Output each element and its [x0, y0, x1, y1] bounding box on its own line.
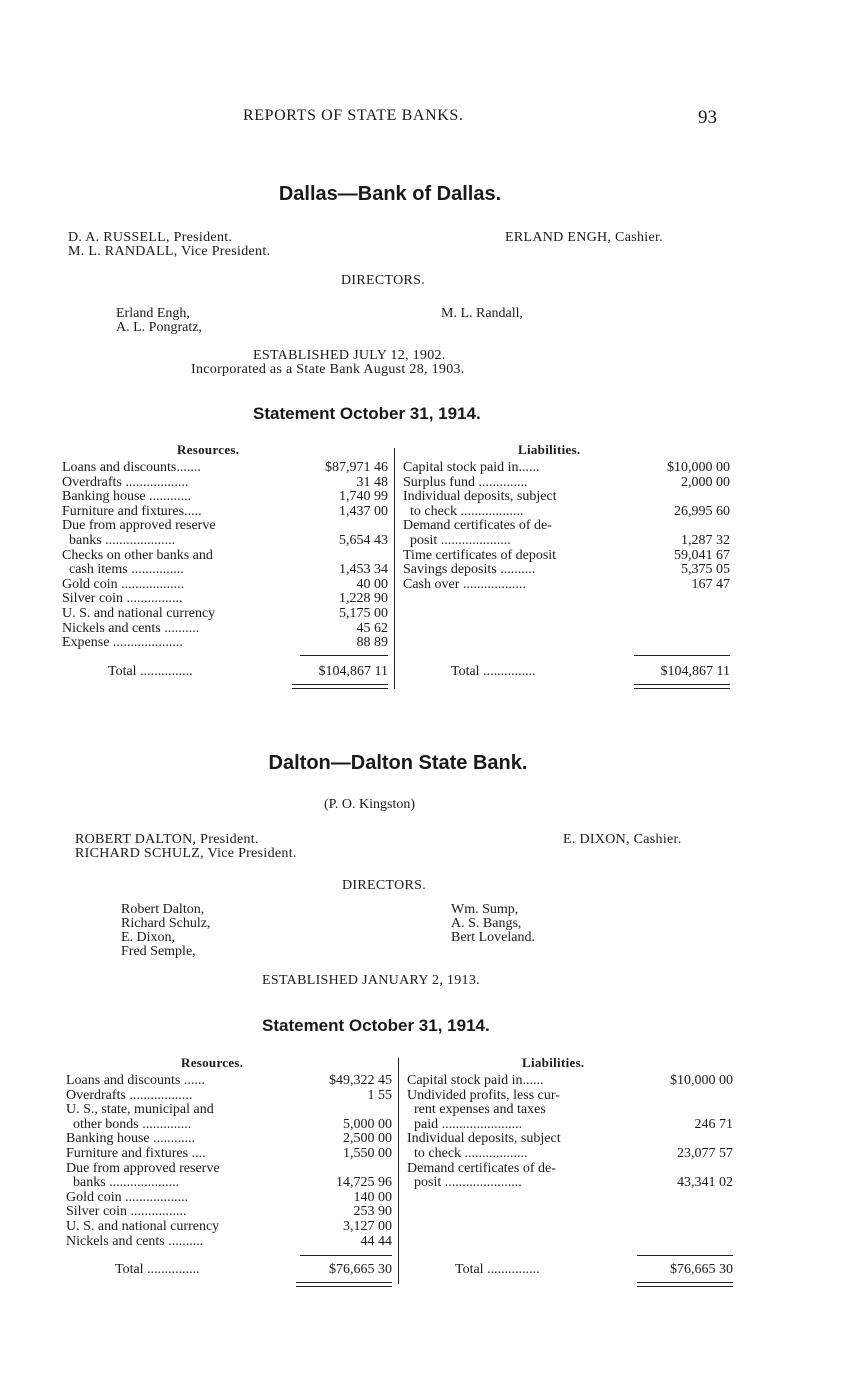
page-number: 93	[698, 107, 717, 128]
liabilities-total-row	[455, 1262, 733, 1277]
ledger-row	[66, 1073, 392, 1088]
total-double-rule	[296, 1286, 392, 1287]
ledger-row	[403, 562, 730, 577]
ledger-row	[403, 577, 730, 592]
ledger-row	[62, 606, 388, 621]
directors-heading: DIRECTORS.	[342, 878, 427, 893]
total-double-rule	[634, 684, 730, 685]
total-rule	[634, 655, 730, 656]
ledger-row	[403, 489, 730, 504]
row-label: Loans and discounts ......	[66, 1073, 205, 1088]
row-label: Silver coin ................	[62, 591, 183, 607]
row-amount: 5,175 00	[339, 606, 388, 621]
total-label: Total ...............	[451, 664, 536, 679]
director: Wm. Sump,	[451, 902, 519, 917]
row-amount: 88 89	[356, 635, 388, 651]
director: E. Dixon,	[121, 930, 176, 945]
total-rule	[300, 1255, 392, 1256]
row-label: posit ....................	[403, 533, 511, 548]
established-date: ESTABLISHED JULY 12, 1902.	[253, 348, 446, 363]
row-label: U. S. and national currency	[66, 1219, 220, 1234]
row-label: Surplus fund ..............	[403, 474, 528, 490]
ledger-row	[66, 1175, 392, 1190]
total-amount: $76,665 30	[329, 1262, 392, 1277]
row-label: Furniture and fixtures.....	[62, 503, 202, 519]
row-amount: 2,500 00	[343, 1131, 392, 1147]
ledger-row	[407, 1175, 733, 1190]
row-amount: $10,000 00	[667, 460, 730, 475]
row-label: other bonds ..............	[66, 1116, 192, 1132]
row-amount: 5,375 05	[681, 562, 730, 578]
row-amount: $49,322 45	[329, 1073, 392, 1088]
row-label: Cash over ..................	[403, 576, 526, 592]
resources-total-row	[108, 664, 388, 679]
row-label: U. S., state, municipal and	[66, 1102, 214, 1118]
row-amount: 140 00	[353, 1189, 392, 1205]
row-amount: 246 71	[694, 1116, 733, 1132]
row-amount: $10,000 00	[670, 1073, 733, 1088]
ledger-row	[403, 504, 730, 519]
total-amount: $76,665 30	[670, 1262, 733, 1277]
director: A. S. Bangs,	[451, 916, 522, 931]
resources-heading: Resources.	[177, 442, 240, 457]
ledger-row	[403, 460, 730, 475]
incorporated-date: Incorporated as a State Bank August 28, 1903.	[191, 362, 465, 377]
row-amount: 1,228 90	[339, 591, 388, 607]
row-label: Checks on other banks and	[62, 547, 213, 563]
liabilities-total-row	[451, 664, 730, 679]
total-rule	[300, 655, 388, 656]
ledger-row	[66, 1146, 392, 1161]
row-label: Overdrafts ..................	[62, 474, 189, 490]
row-label: Expense ....................	[62, 635, 183, 651]
row-label: banks ....................	[62, 533, 176, 548]
row-amount: 167 47	[691, 576, 730, 592]
ledger-row	[62, 489, 388, 504]
total-double-rule	[637, 1286, 733, 1287]
column-divider	[394, 448, 395, 689]
row-label: Capital stock paid in......	[403, 460, 540, 475]
row-label: Individual deposits, subject	[407, 1131, 561, 1147]
row-label: Loans and discounts.......	[62, 460, 201, 475]
row-label: posit ......................	[407, 1175, 522, 1191]
total-label: Total ...............	[108, 664, 193, 679]
row-label: Gold coin ..................	[62, 576, 185, 592]
ledger-row	[62, 533, 388, 548]
row-label: Savings deposits ..........	[403, 562, 536, 578]
row-amount: 1,437 00	[339, 503, 388, 519]
ledger-row	[66, 1219, 392, 1234]
ledger-row	[62, 635, 388, 650]
row-label: Due from approved reserve	[66, 1160, 220, 1176]
total-double-rule	[292, 684, 388, 685]
row-amount: $87,971 46	[325, 460, 388, 475]
row-label: Due from approved reserve	[62, 518, 216, 534]
ledger-row	[62, 548, 388, 563]
liabilities-heading: Liabilities.	[522, 1055, 585, 1070]
ledger-row	[407, 1131, 733, 1146]
total-double-rule	[634, 688, 730, 689]
row-amount: 5,000 00	[343, 1116, 392, 1132]
director: Richard Schulz,	[121, 916, 211, 931]
row-label: Nickels and cents ..........	[66, 1233, 204, 1249]
row-amount: 44 44	[360, 1233, 392, 1249]
total-amount: $104,867 11	[318, 664, 388, 679]
row-amount: 43,341 02	[677, 1175, 733, 1191]
row-label: Time certificates of deposit	[403, 547, 557, 563]
ledger-row	[407, 1102, 733, 1117]
resources-heading: Resources.	[181, 1055, 244, 1070]
ledger-row	[407, 1088, 733, 1103]
total-amount: $104,867 11	[660, 664, 730, 679]
row-label: Overdrafts ..................	[66, 1087, 193, 1103]
row-amount: 1,740 99	[339, 489, 388, 505]
row-amount: 1,453 34	[339, 562, 388, 578]
ledger-row	[66, 1234, 392, 1249]
total-double-rule	[296, 1282, 392, 1283]
statement-title: Statement October 31, 1914.	[262, 1016, 490, 1035]
total-label: Total ...............	[115, 1262, 200, 1277]
row-amount: 59,041 67	[674, 547, 730, 563]
running-header: REPORTS OF STATE BANKS.	[243, 107, 464, 124]
row-amount: 31 48	[356, 474, 388, 490]
row-label: Demand certificates of de-	[407, 1160, 556, 1176]
row-label: Demand certificates of de-	[403, 518, 552, 534]
director: M. L. Randall,	[441, 306, 524, 321]
resources-total-row	[115, 1262, 392, 1277]
ledger-row	[407, 1161, 733, 1176]
vice-president: RICHARD SCHULZ, Vice President.	[75, 846, 297, 861]
row-label: Gold coin ..................	[66, 1189, 189, 1205]
ledger-row	[62, 518, 388, 533]
row-label: Nickels and cents ..........	[62, 620, 200, 636]
ledger-row	[403, 518, 730, 533]
vice-president: M. L. RANDALL, Vice President.	[68, 244, 271, 259]
row-label: cash items ...............	[62, 562, 184, 578]
president: ROBERT DALTON, President.	[75, 832, 259, 847]
row-amount: 40 00	[356, 576, 388, 592]
ledger-row	[403, 475, 730, 490]
row-label: paid .......................	[407, 1116, 523, 1132]
ledger-row	[62, 577, 388, 592]
president: D. A. RUSSELL, President.	[68, 230, 233, 245]
row-amount: 1,287 32	[681, 533, 730, 548]
column-divider	[398, 1058, 399, 1284]
post-office: (P. O. Kingston)	[324, 797, 416, 812]
row-label: banks ....................	[66, 1175, 180, 1191]
ledger-row	[66, 1102, 392, 1117]
ledger-row	[62, 591, 388, 606]
director: A. L. Pongratz,	[116, 320, 202, 335]
row-label: U. S. and national currency	[62, 606, 216, 621]
director: Erland Engh,	[116, 306, 190, 321]
director: Fred Semple,	[121, 944, 196, 959]
row-amount: 5,654 43	[339, 533, 388, 548]
ledger-row	[66, 1190, 392, 1205]
row-amount: 26,995 60	[674, 503, 730, 519]
ledger-row	[62, 504, 388, 519]
total-label: Total ...............	[455, 1262, 540, 1277]
row-amount: 1 55	[367, 1087, 392, 1103]
cashier: E. DIXON, Cashier.	[563, 832, 682, 847]
ledger-row	[66, 1088, 392, 1103]
total-double-rule	[637, 1282, 733, 1283]
ledger-row	[66, 1131, 392, 1146]
ledger-row	[407, 1117, 733, 1132]
row-label: to check ..................	[407, 1146, 528, 1161]
row-label: Capital stock paid in......	[407, 1073, 544, 1088]
row-label: Furniture and fixtures ....	[66, 1146, 206, 1161]
row-label: Individual deposits, subject	[403, 489, 557, 505]
row-amount: 1,550 00	[343, 1146, 392, 1161]
total-double-rule	[292, 688, 388, 689]
established-date: ESTABLISHED JANUARY 2, 1913.	[262, 973, 480, 988]
row-amount: 23,077 57	[677, 1146, 733, 1161]
row-label: rent expenses and taxes	[407, 1102, 546, 1118]
ledger-row	[66, 1117, 392, 1132]
ledger-row	[407, 1073, 733, 1088]
ledger-row	[66, 1161, 392, 1176]
row-amount: 2,000 00	[681, 474, 730, 490]
ledger-row	[62, 460, 388, 475]
row-amount: 3,127 00	[343, 1219, 392, 1234]
liabilities-heading: Liabilities.	[518, 442, 581, 457]
ledger-row	[62, 475, 388, 490]
total-rule	[637, 1255, 733, 1256]
ledger-row	[62, 562, 388, 577]
bank-title: Dalton—Dalton State Bank.	[268, 752, 528, 774]
row-label: Silver coin ................	[66, 1204, 187, 1220]
director: Bert Loveland.	[451, 930, 535, 945]
row-amount: 14,725 96	[336, 1175, 392, 1191]
ledger-row	[403, 533, 730, 548]
ledger-row	[407, 1146, 733, 1161]
statement-title: Statement October 31, 1914.	[253, 404, 481, 423]
row-label: to check ..................	[403, 503, 524, 519]
row-label: Banking house ............	[62, 489, 192, 505]
ledger-row	[62, 621, 388, 636]
director: Robert Dalton,	[121, 902, 205, 917]
bank-title: Dallas—Bank of Dallas.	[278, 183, 502, 205]
directors-heading: DIRECTORS.	[341, 273, 426, 288]
row-label: Undivided profits, less cur-	[407, 1087, 560, 1103]
row-label: Banking house ............	[66, 1131, 196, 1147]
ledger-row	[403, 548, 730, 563]
row-amount: 253 90	[353, 1204, 392, 1220]
cashier: ERLAND ENGH, Cashier.	[505, 230, 663, 245]
row-amount: 45 62	[356, 620, 388, 636]
ledger-row	[66, 1204, 392, 1219]
